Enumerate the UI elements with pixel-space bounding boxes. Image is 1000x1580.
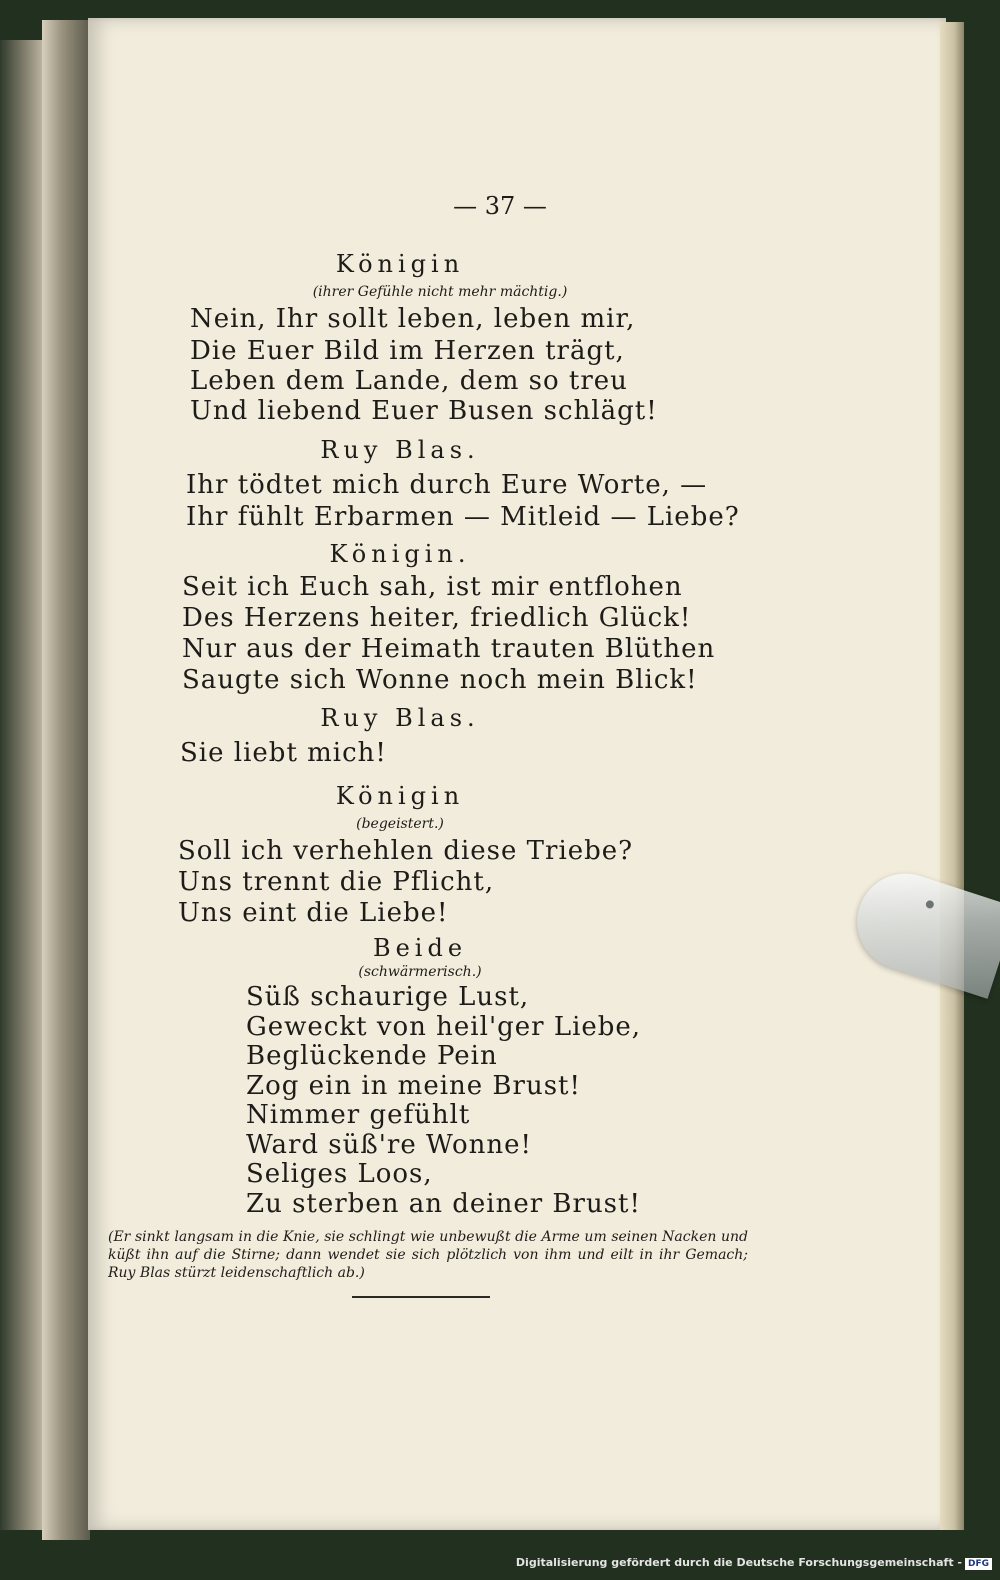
speaker-label: Beide	[372, 934, 468, 962]
verse-line: Zu sterben an deiner Brust!	[246, 1189, 641, 1219]
verse-line: Beglückende Pein	[246, 1041, 498, 1071]
footer-text: Digitalisierung gefördert durch die Deutsche Forschungsgemeinschaft -	[515, 1556, 962, 1569]
verse-line: Nur aus der Heimath trauten Blüthen	[182, 634, 716, 664]
verse-line: Uns trennt die Pflicht,	[178, 867, 495, 897]
verse-line: Ward süß're Wonne!	[246, 1130, 532, 1160]
speaker-label: Königin	[335, 782, 465, 810]
verse-line: Soll ich verhehlen diese Triebe?	[178, 836, 634, 866]
verse-line: Nein, Ihr sollt leben, leben mir,	[190, 304, 636, 334]
stage-direction: (begeistert.)	[356, 816, 444, 832]
verse-line: Zog ein in meine Brust!	[246, 1071, 581, 1101]
book-page	[88, 18, 946, 1530]
verse-line: Uns eint die Liebe!	[178, 898, 449, 928]
end-rule	[352, 1296, 490, 1298]
book-gutter	[42, 20, 90, 1540]
stage-direction: (ihrer Gefühle nicht mehr mächtig.)	[312, 284, 568, 300]
page-number: — 37 —	[453, 192, 547, 220]
dfg-logo: DFG	[965, 1558, 992, 1570]
speaker-label: Königin	[335, 250, 465, 278]
footer-credit	[516, 1556, 992, 1570]
page-stack-edge	[940, 22, 964, 1530]
verse-line: Nimmer gefühlt	[246, 1100, 471, 1130]
verse-line: Und liebend Euer Busen schlägt!	[190, 396, 658, 426]
verse-line: Süß schaurige Lust,	[246, 982, 530, 1012]
verse-line: Geweckt von heil'ger Liebe,	[246, 1012, 642, 1042]
speaker-label: Ruy Blas.	[320, 436, 480, 464]
verse-line: Seit ich Euch sah, ist mir entflohen	[182, 572, 683, 602]
verse-line: Ihr tödtet mich durch Eure Worte, —	[186, 470, 708, 500]
stage-direction: (schwärmerisch.)	[358, 964, 482, 980]
speaker-label: Königin.	[329, 540, 471, 568]
verse-line: Seliges Loos,	[246, 1159, 433, 1189]
verse-line: Ihr fühlt Erbarmen — Mitleid — Liebe?	[186, 502, 740, 532]
verse-line: Des Herzens heiter, friedlich Glück!	[182, 603, 692, 633]
speaker-label: Ruy Blas.	[320, 704, 480, 732]
verse-line: Saugte sich Wonne noch mein Blick!	[182, 665, 698, 695]
verse-line: Sie liebt mich!	[180, 738, 387, 768]
closing-stage-direction: (Er sinkt langsam in die Knie, sie schlingt wie unbewußt die Arme um seinen Nacken und küßt ihn auf die Stirne; dann wendet sie sich plötzlich von ihm und eilt in ihr Gemach; Ruy Blas stürzt leidenschaftlich ab.)	[108, 1229, 748, 1281]
verse-line: Leben dem Lande, dem so treu	[190, 366, 628, 396]
verse-line: Die Euer Bild im Herzen trägt,	[190, 336, 625, 366]
